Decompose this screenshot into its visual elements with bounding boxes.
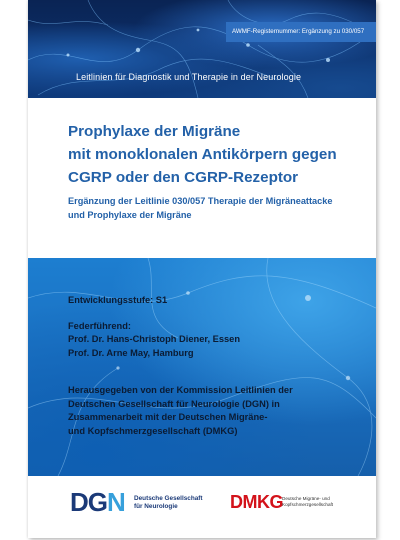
main-title-line: mit monoklonalen Antikörpern gegen (68, 146, 337, 163)
publisher-line: und Kopfschmerzgesellschaft (DMKG) (68, 425, 238, 436)
dgn-name (134, 495, 234, 511)
title-area (28, 98, 376, 258)
logo-footer (28, 476, 376, 538)
dmkg-wordmark: DMKG (230, 492, 283, 512)
main-title (68, 120, 368, 189)
neuron-network-image (28, 0, 376, 98)
publisher-line: Herausgegeben von der Kommission Leitlinien der (68, 385, 293, 395)
series-title: Leitlinien für Diagnostik und Therapie in der Neurologie (76, 72, 302, 82)
lead-author: Prof. Dr. Arne May, Hamburg (68, 347, 194, 358)
dgn-wordmark-n: N (107, 487, 125, 517)
main-title-line: CGRP oder den CGRP-Rezeptor (68, 169, 299, 186)
dgn-logo (70, 487, 203, 517)
lead-authors-label: Federführend: (68, 321, 132, 331)
development-stage: Entwicklungsstufe: S1 (68, 295, 168, 305)
publisher-statement (68, 384, 368, 438)
dmkg-name (282, 496, 352, 508)
details-band (28, 258, 376, 476)
lead-author: Prof. Dr. Hans-Christoph Diener, Essen (68, 334, 241, 344)
publisher-line: Zusammenarbeit mit der Deutschen Migräne- (68, 412, 268, 422)
subtitle (68, 194, 368, 222)
dgn-name-line: Deutsche Gesellschaft (134, 495, 203, 502)
lead-authors (68, 333, 240, 360)
header-neuron-band (28, 0, 376, 98)
publisher-line: Deutschen Gesellschaft für Neurologie (DGN) in (68, 398, 280, 409)
subtitle-line: Ergänzung der Leitlinie 030/057 Therapie der Migräneattacke (68, 196, 333, 206)
dmkg-logo (230, 492, 334, 512)
dmkg-name-line: Deutsche Migräne- und (282, 496, 330, 501)
main-title-line: Prophylaxe der Migräne (68, 123, 241, 140)
neuron-network-image (28, 258, 376, 476)
dgn-name-line: für Neurologie (134, 503, 178, 510)
dgn-wordmark (70, 489, 125, 515)
subtitle-line: und Prophylaxe der Migräne (68, 210, 192, 220)
dgn-wordmark-dg: DG (70, 487, 107, 517)
register-number-box: AWMF-Registernummer: Ergänzung zu 030/057 (226, 22, 376, 42)
dmkg-name-line: Kopfschmerzgesellschaft (282, 502, 334, 507)
